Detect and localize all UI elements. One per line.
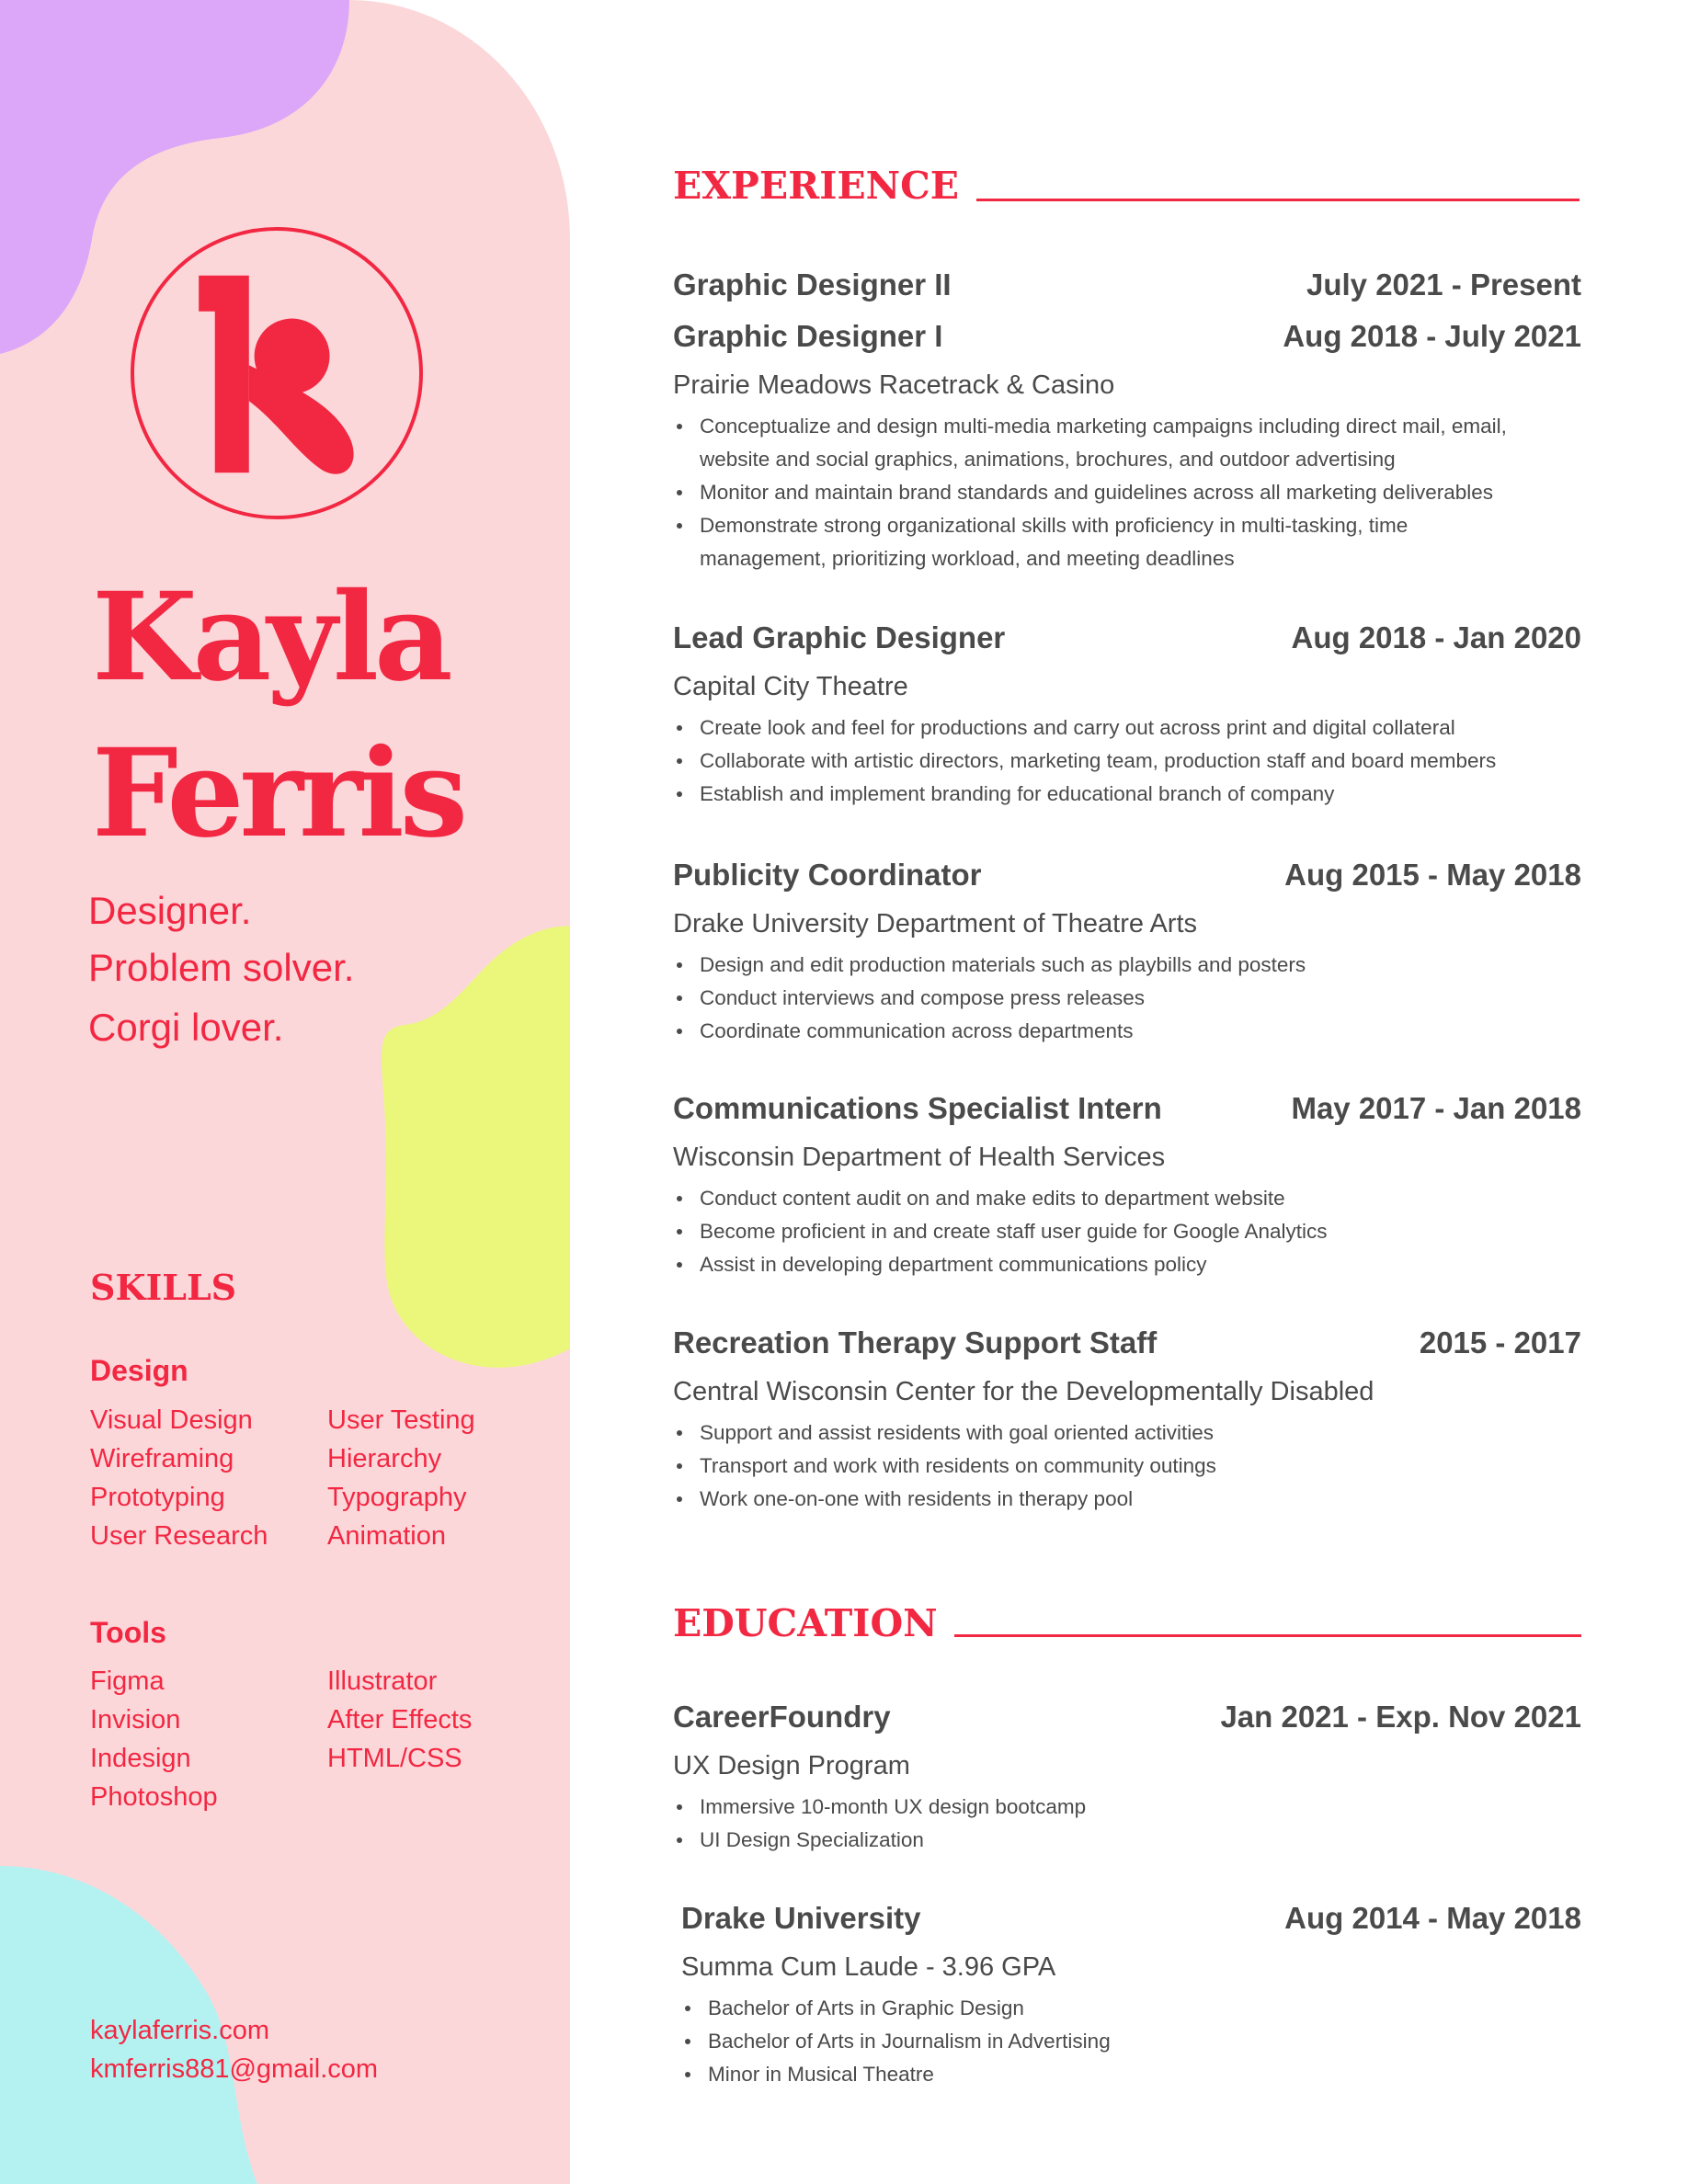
tagline-2: Problem solver. [88, 946, 355, 989]
bullet-item: Work one-on-one with residents in therapy pool [673, 1483, 1581, 1516]
skill-item: User Testing [327, 1405, 475, 1435]
skill-item: User Research [90, 1521, 268, 1551]
bullet-item: Design and edit production materials such as playbills and posters [673, 949, 1581, 982]
job-title: Communications Specialist Intern [673, 1091, 1162, 1125]
job-entry-capital-city [673, 612, 1581, 811]
job-title: Recreation Therapy Support Staff [673, 1325, 1158, 1359]
job-org: Drake University Department of Theatre Arts [673, 909, 1198, 938]
job-entry-central-wisconsin [673, 1317, 1581, 1516]
tools-col1 [90, 1662, 218, 1816]
first-name: Kayla [92, 566, 449, 709]
education-divider [954, 1634, 1581, 1637]
job-dates: 2015 - 2017 [1419, 1325, 1581, 1359]
skill-item: Visual Design [90, 1405, 253, 1435]
design-skills-label: Design [90, 1354, 188, 1387]
tools-col2 [327, 1662, 472, 1778]
tools-label: Tools [90, 1616, 166, 1649]
k-monogram-icon [134, 231, 419, 516]
bullet-item: Immersive 10-month UX design bootcamp [673, 1791, 1581, 1824]
school-program: Summa Cum Laude - 3.96 GPA [681, 1952, 1056, 1982]
experience-header [673, 158, 1580, 213]
education-entry-drake [681, 1893, 1581, 2091]
tool-item: Photoshop [90, 1782, 218, 1812]
school-program: UX Design Program [673, 1751, 910, 1780]
skills-heading: SKILLS [90, 1267, 237, 1308]
job-bullets [673, 1415, 1581, 1516]
job-entry-prairie-meadows [673, 259, 1581, 575]
bullet-item: Conceptualize and design multi-media marketing campaigns including direct mail, email, website and social graphics, animations, brochures, and outdoor advertising [673, 410, 1581, 476]
school-name: Drake University [681, 1901, 921, 1935]
bullet-item: UI Design Specialization [673, 1824, 1581, 1857]
bullet-item: Monitor and maintain brand standards and guidelines across all marketing deliverables [673, 476, 1581, 509]
skill-item: Prototyping [90, 1483, 225, 1512]
job-dates: July 2021 - Present [1306, 267, 1581, 301]
job-org: Wisconsin Department of Health Services [673, 1143, 1166, 1172]
tagline-3: Corgi lover. [88, 1006, 284, 1049]
job-entry-wisconsin-dhs [673, 1083, 1581, 1281]
job-dates: Aug 2018 - Jan 2020 [1291, 620, 1581, 654]
email-link[interactable]: kmferris881@gmail.com [90, 2054, 379, 2084]
tool-item: After Effects [327, 1705, 473, 1735]
design-skills-col2 [327, 1401, 475, 1555]
job-title: Publicity Coordinator [673, 858, 982, 892]
tool-item: HTML/CSS [327, 1744, 462, 1773]
design-skills-col1 [90, 1401, 268, 1555]
bullet-item: Create look and feel for productions and carry out across print and digital collateral [673, 711, 1581, 745]
tool-item: Invision [90, 1705, 181, 1735]
job-org: Capital City Theatre [673, 672, 908, 701]
job-entry-drake-theatre [673, 849, 1581, 1048]
experience-heading: EXPERIENCE [673, 164, 960, 208]
tagline-1: Designer. [88, 889, 252, 932]
job-org: Prairie Meadows Racetrack & Casino [673, 370, 1115, 400]
yellow-blob [382, 926, 570, 1367]
school-bullets [673, 1789, 1581, 1857]
bullet-item: Assist in developing department communications policy [673, 1248, 1581, 1281]
education-entry-careerfoundry [673, 1691, 1581, 1857]
job-bullets [673, 947, 1581, 1048]
skill-item: Animation [327, 1521, 446, 1551]
skill-item: Wireframing [90, 1444, 234, 1473]
bullet-item: Establish and implement branding for educational branch of company [673, 778, 1581, 811]
sidebar [0, 0, 570, 2184]
school-dates: Aug 2014 - May 2018 [1284, 1901, 1581, 1935]
bullet-item: Conduct interviews and compose press releases [673, 982, 1581, 1015]
education-header [673, 1596, 1580, 1651]
skill-item: Typography [327, 1483, 467, 1512]
bullet-item: Become proficient in and create staff user guide for Google Analytics [673, 1215, 1581, 1248]
job-title: Lead Graphic Designer [673, 620, 1006, 654]
bullet-item: Coordinate communication across departments [673, 1015, 1581, 1048]
job-title: Graphic Designer II [673, 267, 952, 301]
bullet-item: Minor in Musical Theatre [681, 2058, 1581, 2091]
job-dates: Aug 2015 - May 2018 [1284, 858, 1581, 892]
skill-item: Hierarchy [327, 1444, 442, 1473]
job-dates: May 2017 - Jan 2018 [1291, 1091, 1581, 1125]
tool-item: Figma [90, 1666, 165, 1696]
bullet-item: Conduct content audit on and make edits to department website [673, 1182, 1581, 1215]
bullet-item: Demonstrate strong organizational skills with proficiency in multi-tasking, time management, prioritizing workload, and meeting deadlines [673, 509, 1581, 575]
bullet-item: Collaborate with artistic directors, marketing team, production staff and board members [673, 745, 1581, 778]
job-dates: Aug 2018 - July 2021 [1283, 319, 1581, 353]
job-bullets [673, 408, 1581, 575]
school-dates: Jan 2021 - Exp. Nov 2021 [1220, 1700, 1581, 1734]
tool-item: Indesign [90, 1744, 191, 1773]
experience-divider [976, 199, 1580, 201]
logo-monogram [131, 227, 423, 519]
website-link[interactable]: kaylaferris.com [90, 2016, 269, 2045]
job-title: Graphic Designer I [673, 319, 943, 353]
last-name: Ferris [92, 722, 464, 865]
tool-item: Illustrator [327, 1666, 438, 1696]
job-bullets [673, 710, 1581, 811]
bullet-item: Bachelor of Arts in Graphic Design [681, 1992, 1581, 2025]
education-heading: EDUCATION [673, 1601, 938, 1645]
school-name: CareerFoundry [673, 1700, 891, 1734]
school-bullets [681, 1990, 1581, 2091]
job-org: Central Wisconsin Center for the Developmentally Disabled [673, 1377, 1374, 1406]
bullet-item: Support and assist residents with goal oriented activities [673, 1416, 1581, 1450]
bullet-item: Bachelor of Arts in Journalism in Advertising [681, 2025, 1581, 2058]
bullet-item: Transport and work with residents on community outings [673, 1450, 1581, 1483]
job-bullets [673, 1180, 1581, 1281]
